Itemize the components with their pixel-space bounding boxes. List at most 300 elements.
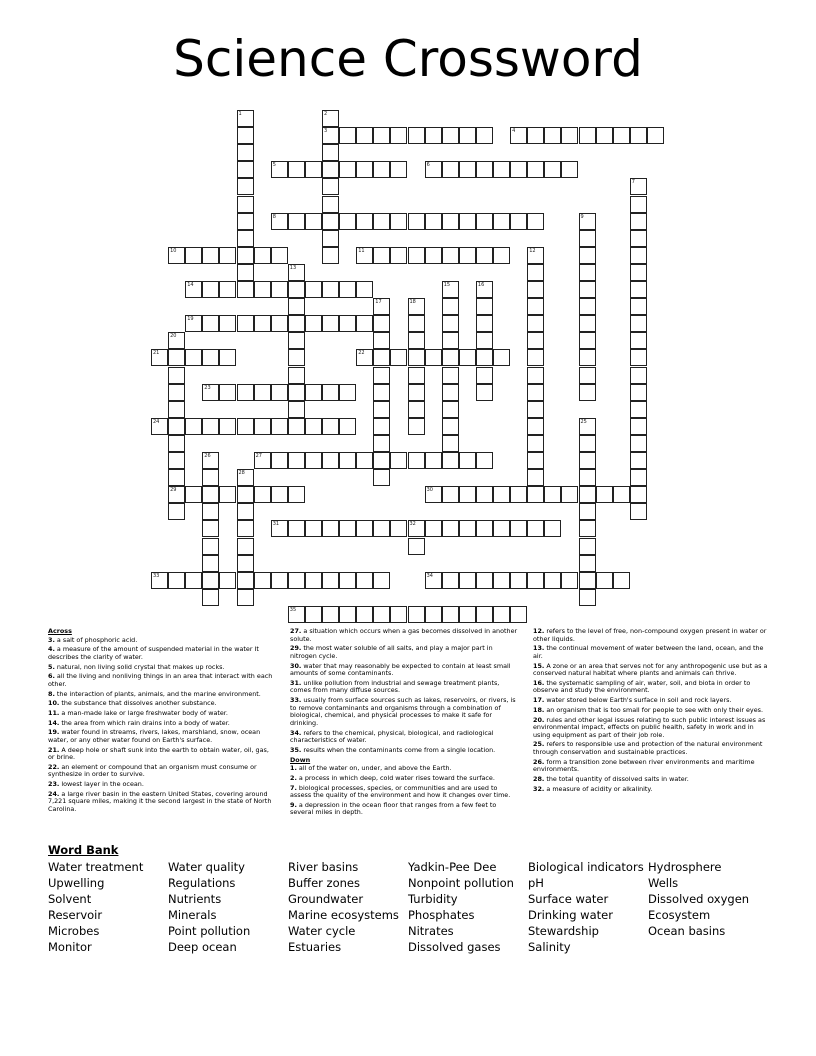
grid-cell[interactable]: [579, 589, 596, 606]
grid-cell[interactable]: [544, 161, 561, 178]
grid-cell[interactable]: [305, 315, 322, 332]
grid-cell[interactable]: [373, 469, 390, 486]
grid-cell[interactable]: [271, 486, 288, 503]
grid-cell[interactable]: [425, 452, 442, 469]
grid-cell[interactable]: [579, 452, 596, 469]
grid-cell[interactable]: [219, 572, 236, 589]
grid-cell[interactable]: [356, 161, 373, 178]
grid-cell[interactable]: [373, 606, 390, 623]
grid-cell[interactable]: [168, 367, 185, 384]
grid-cell[interactable]: [339, 213, 356, 230]
grid-cell[interactable]: [459, 247, 476, 264]
grid-cell[interactable]: [237, 127, 254, 144]
grid-cell[interactable]: [373, 452, 390, 469]
grid-cell[interactable]: [168, 349, 185, 366]
grid-cell[interactable]: [630, 384, 647, 401]
grid-cell[interactable]: [527, 572, 544, 589]
grid-cell[interactable]: [442, 572, 459, 589]
grid-cell[interactable]: [579, 418, 596, 435]
grid-cell[interactable]: [527, 281, 544, 298]
grid-cell[interactable]: [185, 572, 202, 589]
grid-cell[interactable]: [305, 572, 322, 589]
grid-cell[interactable]: [459, 161, 476, 178]
grid-cell[interactable]: [373, 520, 390, 537]
grid-cell[interactable]: [168, 435, 185, 452]
grid-cell[interactable]: [561, 127, 578, 144]
grid-cell[interactable]: [271, 418, 288, 435]
grid-cell[interactable]: [237, 264, 254, 281]
grid-cell[interactable]: [237, 418, 254, 435]
grid-cell[interactable]: [254, 452, 271, 469]
grid-cell[interactable]: [527, 452, 544, 469]
grid-cell[interactable]: [579, 230, 596, 247]
grid-cell[interactable]: [288, 418, 305, 435]
grid-cell[interactable]: [219, 418, 236, 435]
grid-cell[interactable]: [408, 349, 425, 366]
grid-cell[interactable]: [202, 469, 219, 486]
grid-cell[interactable]: [527, 435, 544, 452]
grid-cell[interactable]: [185, 247, 202, 264]
grid-cell[interactable]: [493, 520, 510, 537]
grid-cell[interactable]: [322, 572, 339, 589]
grid-cell[interactable]: [305, 418, 322, 435]
grid-cell[interactable]: [237, 384, 254, 401]
grid-cell[interactable]: [237, 281, 254, 298]
grid-cell[interactable]: [630, 230, 647, 247]
grid-cell[interactable]: [476, 213, 493, 230]
grid-cell[interactable]: [288, 161, 305, 178]
grid-cell[interactable]: [476, 281, 493, 298]
grid-cell[interactable]: [476, 315, 493, 332]
grid-cell[interactable]: [510, 520, 527, 537]
grid-cell[interactable]: [390, 452, 407, 469]
grid-cell[interactable]: [390, 606, 407, 623]
grid-cell[interactable]: [408, 367, 425, 384]
grid-cell[interactable]: [476, 298, 493, 315]
grid-cell[interactable]: [339, 606, 356, 623]
grid-cell[interactable]: [476, 486, 493, 503]
grid-cell[interactable]: [271, 452, 288, 469]
grid-cell[interactable]: [408, 247, 425, 264]
grid-cell[interactable]: [237, 178, 254, 195]
grid-cell[interactable]: [237, 538, 254, 555]
grid-cell[interactable]: [237, 196, 254, 213]
grid-cell[interactable]: [202, 520, 219, 537]
grid-cell[interactable]: [254, 418, 271, 435]
grid-cell[interactable]: [579, 213, 596, 230]
grid-cell[interactable]: [527, 418, 544, 435]
grid-cell[interactable]: [561, 572, 578, 589]
grid-cell[interactable]: [425, 349, 442, 366]
grid-cell[interactable]: [630, 281, 647, 298]
grid-cell[interactable]: [390, 161, 407, 178]
grid-cell[interactable]: [442, 161, 459, 178]
grid-cell[interactable]: [579, 520, 596, 537]
grid-cell[interactable]: [288, 213, 305, 230]
grid-cell[interactable]: [202, 418, 219, 435]
grid-cell[interactable]: [425, 161, 442, 178]
grid-cell[interactable]: [185, 349, 202, 366]
grid-cell[interactable]: [425, 213, 442, 230]
grid-cell[interactable]: [288, 281, 305, 298]
grid-cell[interactable]: [237, 144, 254, 161]
grid-cell[interactable]: [322, 178, 339, 195]
grid-cell[interactable]: [425, 572, 442, 589]
grid-cell[interactable]: [510, 486, 527, 503]
grid-cell[interactable]: [271, 161, 288, 178]
grid-cell[interactable]: [442, 384, 459, 401]
grid-cell[interactable]: [202, 281, 219, 298]
grid-cell[interactable]: [202, 538, 219, 555]
grid-cell[interactable]: [408, 418, 425, 435]
grid-cell[interactable]: [305, 606, 322, 623]
grid-cell[interactable]: [254, 486, 271, 503]
grid-cell[interactable]: [527, 213, 544, 230]
grid-cell[interactable]: [288, 298, 305, 315]
grid-cell[interactable]: [408, 384, 425, 401]
grid-cell[interactable]: [510, 572, 527, 589]
grid-cell[interactable]: [442, 127, 459, 144]
grid-cell[interactable]: [527, 127, 544, 144]
grid-cell[interactable]: [390, 349, 407, 366]
grid-cell[interactable]: [356, 281, 373, 298]
grid-cell[interactable]: [596, 486, 613, 503]
grid-cell[interactable]: [630, 469, 647, 486]
grid-cell[interactable]: [373, 332, 390, 349]
grid-cell[interactable]: [237, 503, 254, 520]
grid-cell[interactable]: [202, 572, 219, 589]
grid-cell[interactable]: [373, 213, 390, 230]
grid-cell[interactable]: [202, 315, 219, 332]
grid-cell[interactable]: [493, 486, 510, 503]
grid-cell[interactable]: [459, 606, 476, 623]
grid-cell[interactable]: [254, 315, 271, 332]
grid-cell[interactable]: [305, 161, 322, 178]
grid-cell[interactable]: [322, 315, 339, 332]
grid-cell[interactable]: [561, 161, 578, 178]
grid-cell[interactable]: [527, 401, 544, 418]
grid-cell[interactable]: [390, 247, 407, 264]
grid-cell[interactable]: [459, 572, 476, 589]
grid-cell[interactable]: [288, 349, 305, 366]
grid-cell[interactable]: [356, 572, 373, 589]
grid-cell[interactable]: [442, 452, 459, 469]
grid-cell[interactable]: [561, 486, 578, 503]
grid-cell[interactable]: [185, 486, 202, 503]
grid-cell[interactable]: [442, 213, 459, 230]
grid-cell[interactable]: [151, 572, 168, 589]
grid-cell[interactable]: [544, 486, 561, 503]
grid-cell[interactable]: [579, 332, 596, 349]
grid-cell[interactable]: [322, 281, 339, 298]
grid-cell[interactable]: [322, 452, 339, 469]
grid-cell[interactable]: [579, 247, 596, 264]
grid-cell[interactable]: [202, 486, 219, 503]
grid-cell[interactable]: [322, 230, 339, 247]
grid-cell[interactable]: [339, 520, 356, 537]
grid-cell[interactable]: [544, 572, 561, 589]
grid-cell[interactable]: [322, 384, 339, 401]
grid-cell[interactable]: [476, 606, 493, 623]
grid-cell[interactable]: [442, 349, 459, 366]
grid-cell[interactable]: [237, 247, 254, 264]
grid-cell[interactable]: [527, 315, 544, 332]
grid-cell[interactable]: [322, 418, 339, 435]
grid-cell[interactable]: [408, 332, 425, 349]
grid-cell[interactable]: [459, 520, 476, 537]
grid-cell[interactable]: [442, 520, 459, 537]
grid-cell[interactable]: [630, 401, 647, 418]
grid-cell[interactable]: [219, 247, 236, 264]
grid-cell[interactable]: [202, 384, 219, 401]
grid-cell[interactable]: [322, 213, 339, 230]
grid-cell[interactable]: [288, 606, 305, 623]
grid-cell[interactable]: [168, 418, 185, 435]
grid-cell[interactable]: [630, 452, 647, 469]
grid-cell[interactable]: [168, 332, 185, 349]
grid-cell[interactable]: [168, 452, 185, 469]
grid-cell[interactable]: [579, 486, 596, 503]
grid-cell[interactable]: [493, 606, 510, 623]
grid-cell[interactable]: [476, 572, 493, 589]
grid-cell[interactable]: [390, 213, 407, 230]
grid-cell[interactable]: [373, 161, 390, 178]
grid-cell[interactable]: [630, 349, 647, 366]
grid-cell[interactable]: [202, 247, 219, 264]
grid-cell[interactable]: [579, 264, 596, 281]
grid-cell[interactable]: [630, 418, 647, 435]
grid-cell[interactable]: [493, 213, 510, 230]
grid-cell[interactable]: [237, 110, 254, 127]
grid-cell[interactable]: [288, 520, 305, 537]
grid-cell[interactable]: [237, 469, 254, 486]
grid-cell[interactable]: [459, 486, 476, 503]
grid-cell[interactable]: [630, 486, 647, 503]
grid-cell[interactable]: [459, 452, 476, 469]
grid-cell[interactable]: [579, 503, 596, 520]
grid-cell[interactable]: [237, 213, 254, 230]
grid-cell[interactable]: [288, 332, 305, 349]
grid-cell[interactable]: [237, 555, 254, 572]
grid-cell[interactable]: [493, 247, 510, 264]
grid-cell[interactable]: [425, 520, 442, 537]
grid-cell[interactable]: [579, 469, 596, 486]
grid-cell[interactable]: [237, 161, 254, 178]
grid-cell[interactable]: [579, 367, 596, 384]
grid-cell[interactable]: [356, 520, 373, 537]
grid-cell[interactable]: [630, 315, 647, 332]
grid-cell[interactable]: [476, 247, 493, 264]
grid-cell[interactable]: [219, 349, 236, 366]
grid-cell[interactable]: [510, 213, 527, 230]
grid-cell[interactable]: [356, 606, 373, 623]
grid-cell[interactable]: [288, 401, 305, 418]
grid-cell[interactable]: [322, 110, 339, 127]
grid-cell[interactable]: [476, 520, 493, 537]
grid-cell[interactable]: [579, 538, 596, 555]
grid-cell[interactable]: [356, 349, 373, 366]
grid-cell[interactable]: [219, 384, 236, 401]
grid-cell[interactable]: [288, 452, 305, 469]
grid-cell[interactable]: [579, 384, 596, 401]
grid-cell[interactable]: [459, 127, 476, 144]
grid-cell[interactable]: [237, 315, 254, 332]
grid-cell[interactable]: [168, 384, 185, 401]
grid-cell[interactable]: [476, 452, 493, 469]
grid-cell[interactable]: [442, 606, 459, 623]
grid-cell[interactable]: [185, 281, 202, 298]
grid-cell[interactable]: [202, 503, 219, 520]
grid-cell[interactable]: [202, 555, 219, 572]
grid-cell[interactable]: [476, 349, 493, 366]
grid-cell[interactable]: [168, 247, 185, 264]
grid-cell[interactable]: [356, 315, 373, 332]
grid-cell[interactable]: [442, 435, 459, 452]
grid-cell[interactable]: [408, 606, 425, 623]
grid-cell[interactable]: [271, 315, 288, 332]
grid-cell[interactable]: [544, 127, 561, 144]
grid-cell[interactable]: [322, 606, 339, 623]
grid-cell[interactable]: [442, 281, 459, 298]
grid-cell[interactable]: [305, 452, 322, 469]
grid-cell[interactable]: [271, 213, 288, 230]
grid-cell[interactable]: [544, 520, 561, 537]
grid-cell[interactable]: [613, 572, 630, 589]
grid-cell[interactable]: [442, 315, 459, 332]
grid-cell[interactable]: [168, 503, 185, 520]
grid-cell[interactable]: [476, 332, 493, 349]
grid-cell[interactable]: [476, 127, 493, 144]
grid-cell[interactable]: [254, 247, 271, 264]
grid-cell[interactable]: [630, 264, 647, 281]
grid-cell[interactable]: [442, 298, 459, 315]
grid-cell[interactable]: [288, 367, 305, 384]
grid-cell[interactable]: [527, 298, 544, 315]
grid-cell[interactable]: [271, 281, 288, 298]
grid-cell[interactable]: [442, 247, 459, 264]
grid-cell[interactable]: [202, 452, 219, 469]
grid-cell[interactable]: [630, 367, 647, 384]
grid-cell[interactable]: [408, 127, 425, 144]
grid-cell[interactable]: [322, 196, 339, 213]
grid-cell[interactable]: [425, 486, 442, 503]
grid-cell[interactable]: [476, 161, 493, 178]
grid-cell[interactable]: [442, 486, 459, 503]
grid-cell[interactable]: [408, 298, 425, 315]
grid-cell[interactable]: [151, 418, 168, 435]
grid-cell[interactable]: [596, 572, 613, 589]
grid-cell[interactable]: [630, 127, 647, 144]
grid-cell[interactable]: [408, 520, 425, 537]
grid-cell[interactable]: [493, 349, 510, 366]
grid-cell[interactable]: [579, 555, 596, 572]
grid-cell[interactable]: [339, 384, 356, 401]
grid-cell[interactable]: [630, 435, 647, 452]
grid-cell[interactable]: [339, 127, 356, 144]
grid-cell[interactable]: [408, 538, 425, 555]
grid-cell[interactable]: [288, 486, 305, 503]
grid-cell[interactable]: [373, 384, 390, 401]
grid-cell[interactable]: [373, 127, 390, 144]
grid-cell[interactable]: [373, 247, 390, 264]
grid-cell[interactable]: [527, 520, 544, 537]
grid-cell[interactable]: [408, 213, 425, 230]
grid-cell[interactable]: [442, 418, 459, 435]
grid-cell[interactable]: [339, 315, 356, 332]
grid-cell[interactable]: [373, 435, 390, 452]
grid-cell[interactable]: [425, 606, 442, 623]
grid-cell[interactable]: [168, 469, 185, 486]
grid-cell[interactable]: [339, 418, 356, 435]
grid-cell[interactable]: [493, 572, 510, 589]
grid-cell[interactable]: [390, 127, 407, 144]
grid-cell[interactable]: [493, 161, 510, 178]
grid-cell[interactable]: [305, 213, 322, 230]
grid-cell[interactable]: [630, 298, 647, 315]
grid-cell[interactable]: [219, 281, 236, 298]
grid-cell[interactable]: [527, 486, 544, 503]
grid-cell[interactable]: [510, 127, 527, 144]
grid-cell[interactable]: [647, 127, 664, 144]
grid-cell[interactable]: [527, 264, 544, 281]
grid-cell[interactable]: [442, 401, 459, 418]
grid-cell[interactable]: [579, 435, 596, 452]
grid-cell[interactable]: [356, 452, 373, 469]
grid-cell[interactable]: [168, 486, 185, 503]
grid-cell[interactable]: [630, 503, 647, 520]
grid-cell[interactable]: [579, 298, 596, 315]
grid-cell[interactable]: [254, 572, 271, 589]
grid-cell[interactable]: [185, 315, 202, 332]
grid-cell[interactable]: [373, 418, 390, 435]
grid-cell[interactable]: [373, 401, 390, 418]
grid-cell[interactable]: [322, 161, 339, 178]
grid-cell[interactable]: [510, 161, 527, 178]
grid-cell[interactable]: [373, 572, 390, 589]
grid-cell[interactable]: [288, 384, 305, 401]
grid-cell[interactable]: [596, 127, 613, 144]
grid-cell[interactable]: [613, 127, 630, 144]
grid-cell[interactable]: [527, 367, 544, 384]
grid-cell[interactable]: [237, 572, 254, 589]
grid-cell[interactable]: [425, 247, 442, 264]
grid-cell[interactable]: [476, 367, 493, 384]
grid-cell[interactable]: [356, 247, 373, 264]
grid-cell[interactable]: [373, 367, 390, 384]
grid-cell[interactable]: [339, 452, 356, 469]
grid-cell[interactable]: [527, 469, 544, 486]
grid-cell[interactable]: [271, 572, 288, 589]
grid-cell[interactable]: [237, 486, 254, 503]
grid-cell[interactable]: [390, 520, 407, 537]
grid-cell[interactable]: [322, 144, 339, 161]
grid-cell[interactable]: [373, 349, 390, 366]
grid-cell[interactable]: [527, 349, 544, 366]
grid-cell[interactable]: [254, 281, 271, 298]
grid-cell[interactable]: [288, 264, 305, 281]
grid-cell[interactable]: [305, 384, 322, 401]
grid-cell[interactable]: [237, 589, 254, 606]
grid-cell[interactable]: [168, 401, 185, 418]
grid-cell[interactable]: [305, 520, 322, 537]
grid-cell[interactable]: [151, 349, 168, 366]
grid-cell[interactable]: [527, 332, 544, 349]
grid-cell[interactable]: [356, 127, 373, 144]
grid-cell[interactable]: [219, 315, 236, 332]
grid-cell[interactable]: [630, 178, 647, 195]
grid-cell[interactable]: [356, 213, 373, 230]
grid-cell[interactable]: [579, 127, 596, 144]
